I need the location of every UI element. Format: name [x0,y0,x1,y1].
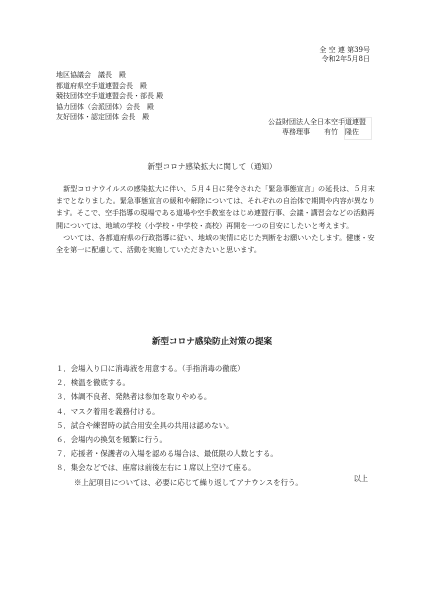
proposal-item: ２．検温を徹底する。 [56,378,130,388]
recipient-line: 競技団体空手道連盟会長・部長 殿 [56,92,164,101]
document-header [319,46,370,64]
document-date: 令和2年5月8日 [321,55,370,63]
proposal-item: ４．マスク着用を義務付ける。 [56,406,160,416]
proposal-note: ※上記項目については、必要に応じて繰り返してアナウンスを行う。 [74,477,303,487]
proposal-item: ８．集会などでは、座席は前後左右に１席以上空けて座る。 [56,463,256,473]
recipient-line: 都道府県空手道連盟会長 殿 [56,81,147,90]
notice-body [56,183,381,256]
proposal-item: １．会場入り口に消毒液を用意する。（手指消毒の徹底） [56,364,245,373]
proposal-item: ６．会場内の換気を頻繁に行う。 [56,435,167,445]
proposal-item: ５．試合や練習時の試合用安全具の共用は認めない。 [56,420,234,430]
proposal-title: 新型コロナ感染防止対策の提案 [151,337,273,347]
proposal-item: ３．体調不良者、発熱者は参加を取りやめる。 [56,392,212,402]
recipient-line: 地区協議会 議長 殿 [56,71,126,79]
proposal-list [56,362,303,490]
recipient-line: 協力団体（会派団体）会長 殿 [56,102,154,111]
proposal-item: ７．応援者・保護者の入場を認める場合は、最低限の人数とする。 [56,449,278,459]
notice-paragraph: ついては、各都道府県の行政指導に従い、地域の実情に応じた判断をお願いいたします。健康・安全を第一に配慮して、活動を実施していただきたいと思います。 [56,232,375,255]
sender-organization: 公益財団法人全日本空手道連盟 [268,118,366,126]
recipient-list [56,70,163,123]
notice-title: 新型コロナ感染拡大に関して（通知） [147,162,277,171]
closing-mark: 以上 [353,474,368,483]
recipient-line: 友好団体・認定団体 会長 殿 [56,113,150,122]
document-number: 全 空 連 第39号 [319,46,370,54]
sender-signatory: 専務理事 有竹 隆佐 [282,128,359,136]
notice-paragraph: 新型コロナウイルスの感染拡大に伴い、５月４日に発令された「緊急事態宣言」の延長は、５月末までとなりました。緊急事態宣言の緩和や解除については、それぞれの自治体で期間や内容が異なります。そこで、空手指導の現場である道場や空手教室をはじめ連盟行事、会議・講習会などの活動再開については、地域の学校（小学校・中学校・高校）再開を一つの目安にしたいと考えます。 [56,184,376,230]
sender-block [268,117,366,137]
